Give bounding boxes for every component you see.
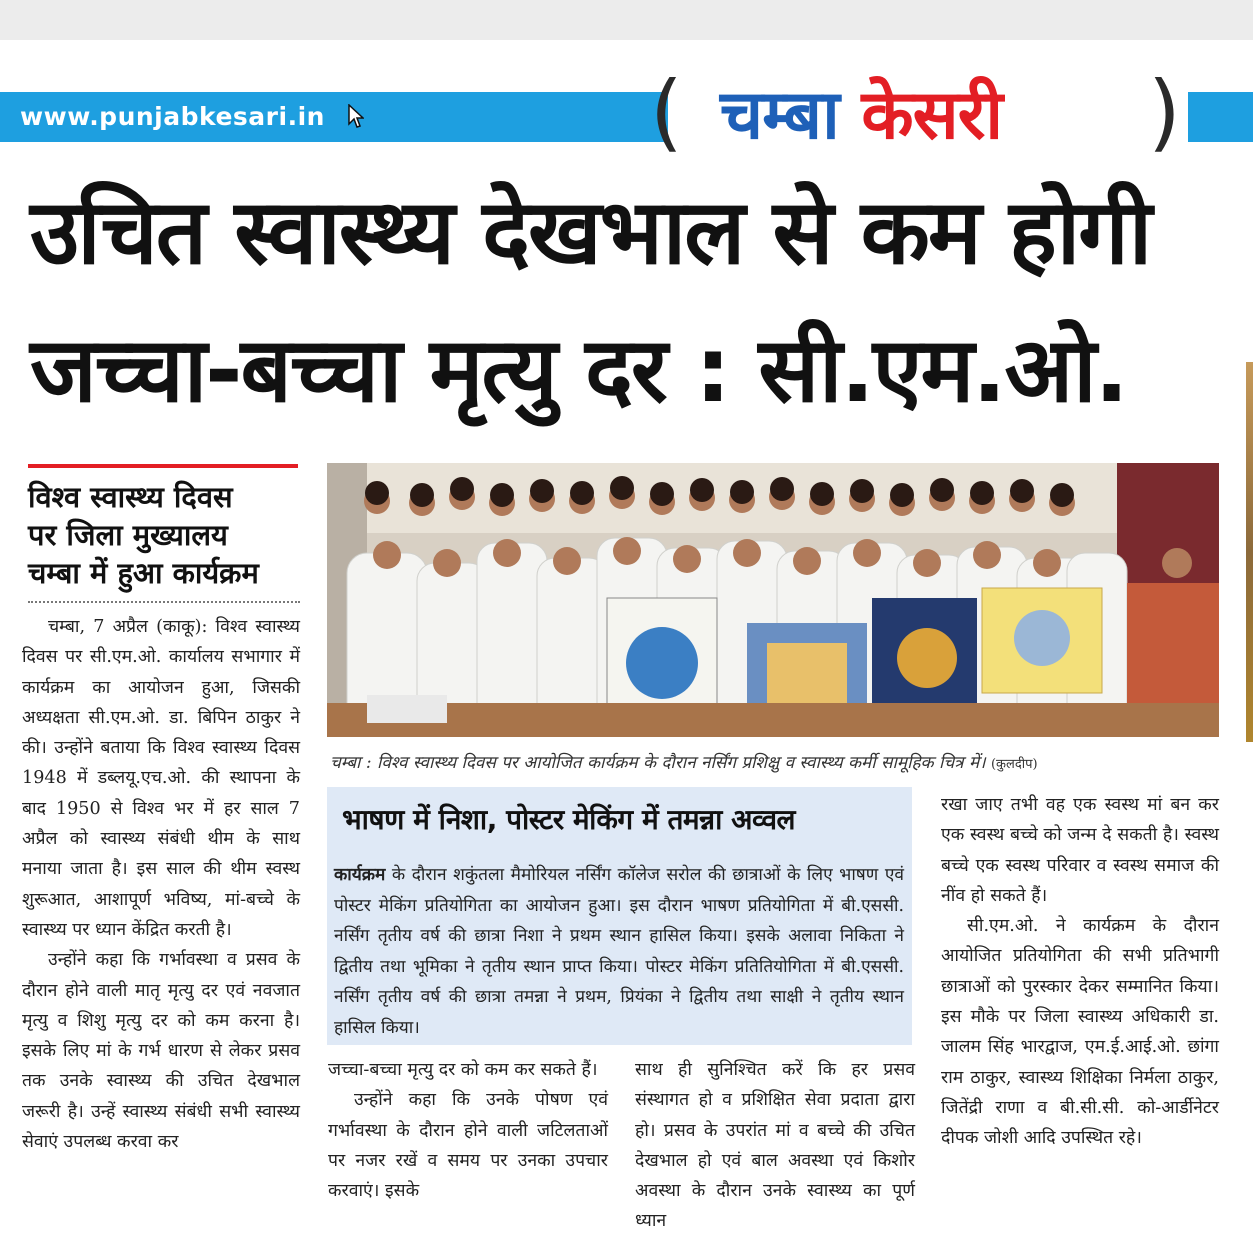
article-column-3 — [328, 1055, 608, 1206]
mouse-pointer-icon — [348, 104, 364, 130]
box-body — [334, 860, 904, 1043]
top-strip — [0, 0, 1253, 40]
adjacent-page-edge — [1246, 362, 1253, 742]
subhead-line2: पर जिला मुख्यालय — [28, 518, 228, 552]
subhead-rule — [28, 464, 298, 468]
article-paragraph: चम्बा, 7 अप्रैल (काकू): विश्व स्वास्थ्य दिवस पर सी.एम.ओ. कार्यालय सभागार में कार्यक्रम का आयोजन हुआ, जिसकी अध्यक्षता सी.एम.ओ. डा. बिपिन ठाकुर ने की। उन्होंने बताया कि विश्व स्वास्थ्य दिवस 1948 में डब्लयू.एच.ओ. की स्थापना के बाद 1950 से विश्व भर में हर साल 7 अप्रैल को स्वास्थ्य संबंधी थीम के साथ मनाया जाता है। इस साल की थीम स्वस्थ शुरूआत, आशापूर्ण भविष्य, मां-बच्चे के स्वास्थ्य पर ध्यान केंद्रित करती है। — [22, 617, 300, 940]
edition-logo — [720, 76, 1003, 155]
logo-right-bracket: ) — [1148, 63, 1181, 161]
subhead — [28, 478, 300, 592]
article-paragraph: रखा जाए तभी वह एक स्वस्थ मां बन कर एक स्वस्थ बच्चे को जन्म दे सकती है। स्वस्थ बच्चे एक स्वस्थ परिवार व स्वस्थ समाज की नींव हो सकते हैं। — [941, 795, 1219, 906]
headline-line2: जच्चा-बच्चा मृत्यु दर : सी.एम.ओ. — [30, 318, 1127, 423]
photo-caption — [330, 750, 1222, 773]
group-photo — [327, 463, 1219, 737]
box-lead-word: कार्यक्रम — [334, 865, 386, 885]
article-paragraph: उन्होंने कहा कि उनके पोषण एवं गर्भावस्था के दौरान होने वाली जटिलताओं पर नजर रखें व समय पर उनका उपचार करवाएं। इसके — [328, 1090, 608, 1202]
article-paragraph: सी.एम.ओ. ने कार्यक्रम के दौरान आयोजित प्रतियोगिता की सभी प्रतिभागी छात्राओं को पुरस्कार देकर सम्मानित किया। इस मौके पर जिला स्वास्थ्य अधिकारी डा. जालम सिंह भारद्वाज, एम.ई.आई.ओ. छांगा राम ठाकुर, स्वास्थ्य शिक्षिका निर्मला ठाकुर, जितेंद्री राणा व बी.सी.सी. को-आर्डीनेटर दीपक जोशी आदि उपस्थित रहे। — [941, 916, 1219, 1149]
headline-line1: उचित स्वास्थ्य देखभाल से कम होगी — [30, 180, 1151, 285]
article-paragraph: जच्चा-बच्चा मृत्यु दर को कम कर सकते हैं। — [328, 1060, 598, 1080]
article-paragraph: साथ ही सुनिश्चित करें कि हर प्रसव संस्थागत हो व प्रशिक्षित सेवा प्रदाता द्वारा हो। प्रसव के उपरांत मां व बच्चे की उचित देखभाल हो एवं बाल अवस्था एवं किशोर अवस्था के दौरान उनके स्वास्थ्य का पूर्ण ध्यान — [635, 1060, 915, 1232]
edition-name-part2: केसरी — [861, 76, 1003, 155]
edition-name-part1: चम्बा — [720, 76, 839, 155]
article-paragraph: उन्होंने कहा कि गर्भावस्था व प्रसव के दौरान होने वाली मातृ मृत्यु दर एवं नवजात मृत्यु व शिशु मृत्यु दर को कम करना है। इसके लिए मां के गर्भ धारण से लेकर प्रसव तक उनके स्वास्थ्य की उचित देखभाल जरूरी है। उन्हें स्वास्थ्य संबंधी सभी स्वास्थ्य सेवाएं उपलब्ध करवा कर — [22, 950, 300, 1153]
caption-text: चम्बा : विश्व स्वास्थ्य दिवस पर आयोजित कार्यक्रम के दौरान नर्सिंग प्रशिक्षु व स्वास्थ्य कर्मी सामूहिक चित्र में। — [330, 753, 986, 773]
article-column-5 — [941, 790, 1219, 1154]
box-title: भाषण में निशा, पोस्टर मेकिंग में तमन्ना अव्वल — [342, 803, 796, 836]
subhead-line1: विश्व स्वास्थ्य दिवस — [28, 480, 233, 514]
box-body-text: के दौरान शकुंतला मैमोरियल नर्सिंग कॉलेज सरोल की छात्राओं के लिए भाषण एवं पोस्टर मेकिंग प्रतियोगिता का आयोजन हुआ। इस दौरान भाषण प्रतियोगिता में बी.एससी. नर्सिंग तृतीय वर्ष की छात्रा निशा ने प्रथम स्थान हासिल किया। इसके अलावा निकिता ने द्वितीय तथा भूमिका ने तृतीय स्थान प्राप्त किया। पोस्टर मेकिंग प्रतितियोगिता में बी.एससी. नर्सिंग तृतीय वर्ष की छात्रा तमन्ना ने प्रथम, प्रियंका ने द्वितीय तथा साक्षी ने तृतीय स्थान हासिल किया। — [334, 865, 904, 1038]
logo-left-bracket: ( — [650, 63, 683, 161]
subhead-separator — [28, 601, 300, 603]
article-column-1 — [22, 612, 300, 1157]
photo-credit: (कुलदीप) — [990, 757, 1038, 772]
site-url[interactable]: www.punjabkesari.in — [20, 102, 325, 131]
article-column-4 — [635, 1055, 915, 1237]
subhead-line3: चम्बा में हुआ कार्यक्रम — [28, 556, 259, 590]
